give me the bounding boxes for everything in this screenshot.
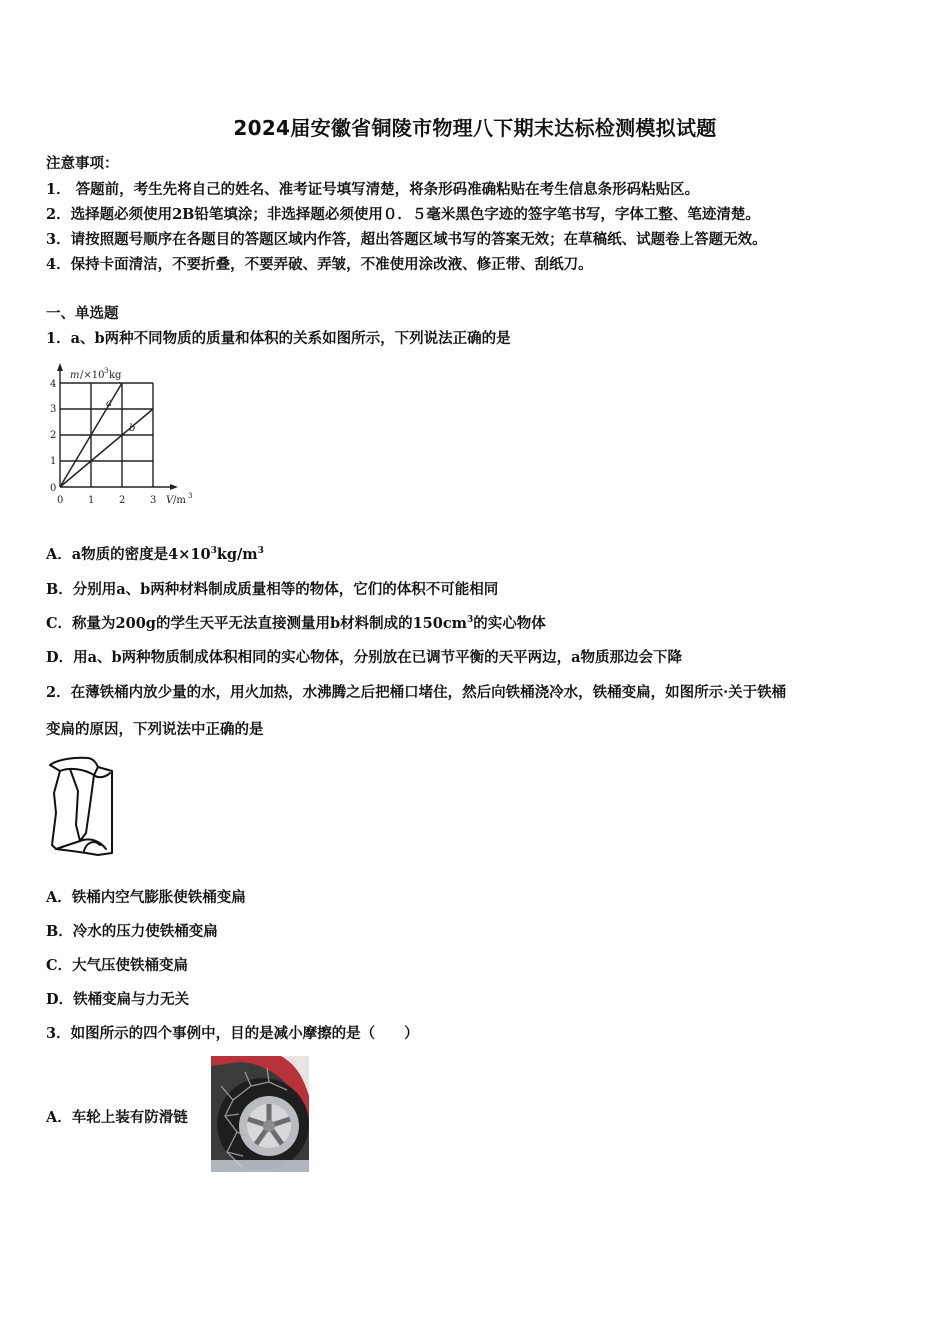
crushed-iron-bucket-figure <box>46 755 116 860</box>
svg-text:0: 0 <box>57 495 64 506</box>
page-title: 2024届安徽省铜陵市物理八下期末达标检测模拟试题 <box>233 116 717 140</box>
question-2-option-a[interactable]: A．铁桶内空气膨胀使铁桶变扁 <box>46 889 246 906</box>
svg-text:/m: /m <box>173 495 186 506</box>
exponent: 3 <box>210 546 217 556</box>
svg-text:b: b <box>129 423 136 434</box>
svg-text:2: 2 <box>119 495 126 506</box>
question-3-option-a[interactable]: A．车轮上装有防滑链 <box>46 1109 188 1126</box>
svg-text:V: V <box>166 495 174 506</box>
svg-text:a: a <box>106 398 112 409</box>
svg-text:kg: kg <box>109 370 122 381</box>
svg-text:2: 2 <box>50 430 57 441</box>
question-2-stem-line-2: 变扁的原因，下列说法中正确的是 <box>46 721 264 738</box>
question-3-stem: 3．如图所示的四个事例中，目的是减小摩擦的是（ ） <box>46 1025 419 1042</box>
svg-text:/×10: /×10 <box>80 370 105 381</box>
notice-item-2: 2．选择题必须使用2B铅笔填涂；非选择题必须使用０．５毫米黑色字迹的签字笔书写，字体工整、笔迹清楚。 <box>46 206 760 223</box>
mass-volume-chart <box>44 360 204 515</box>
svg-text:m: m <box>70 370 80 381</box>
svg-text:3: 3 <box>150 495 157 506</box>
svg-text:4: 4 <box>50 379 57 390</box>
notice-item-1: 1． 答题前，考生先将自己的姓名、准考证号填写清楚，将条形码准确粘贴在考生信息条形码粘贴区。 <box>46 181 700 198</box>
snow-chain-tire-photo <box>211 1056 309 1172</box>
notice-item-3: 3．请按照题号顺序在各题目的答题区域内作答，超出答题区域书写的答案无效；在草稿纸、试题卷上答题无效。 <box>46 231 767 248</box>
svg-text:0: 0 <box>50 483 57 494</box>
option-a-unit: kg/m <box>216 546 258 563</box>
section-heading: 一、单选题 <box>46 305 119 322</box>
svg-text:1: 1 <box>50 456 57 467</box>
notice-item-4: 4．保持卡面清洁，不要折叠，不要弄破、弄皱，不准使用涂改液、修正带、刮纸刀。 <box>46 256 593 273</box>
question-2-stem-line-1: 2．在薄铁桶内放少量的水，用火加热，水沸腾之后把桶口堵住，然后向铁桶浇冷水，铁桶变扁，如图所示·关于铁桶 <box>46 684 787 701</box>
option-c-tail: 的实心物体 <box>473 615 546 632</box>
notice-heading: 注意事项： <box>46 155 119 172</box>
question-2-option-b[interactable]: B．冷水的压力使铁桶变扁 <box>46 923 218 940</box>
exponent: 3 <box>467 615 474 625</box>
question-1-option-c[interactable] <box>46 612 546 633</box>
question-1-option-d[interactable]: D．用a、b两种物质制成体积相同的实心物体，分别放在已调节平衡的天平两边，a物质那边会下降 <box>46 649 682 666</box>
question-1-option-a[interactable] <box>46 543 264 564</box>
svg-text:3: 3 <box>188 492 193 500</box>
option-c-text: C．称量为200g的学生天平无法直接测量用b材料制成的150cm <box>46 615 468 632</box>
question-1-stem: 1．a、b两种不同物质的质量和体积的关系如图所示，下列说法正确的是 <box>46 330 511 347</box>
svg-text:1: 1 <box>88 495 95 506</box>
question-2-option-c[interactable]: C．大气压使铁桶变扁 <box>46 957 189 974</box>
question-2-option-d[interactable]: D．铁桶变扁与力无关 <box>46 991 190 1008</box>
svg-text:3: 3 <box>50 404 57 415</box>
exponent: 3 <box>257 546 264 556</box>
question-1-option-b[interactable]: B．分别用a、b两种材料制成质量相等的物体，它们的体积不可能相同 <box>46 581 499 598</box>
svg-text:3: 3 <box>104 367 109 375</box>
option-a-text: A．a物质的密度是4×10 <box>46 546 211 563</box>
